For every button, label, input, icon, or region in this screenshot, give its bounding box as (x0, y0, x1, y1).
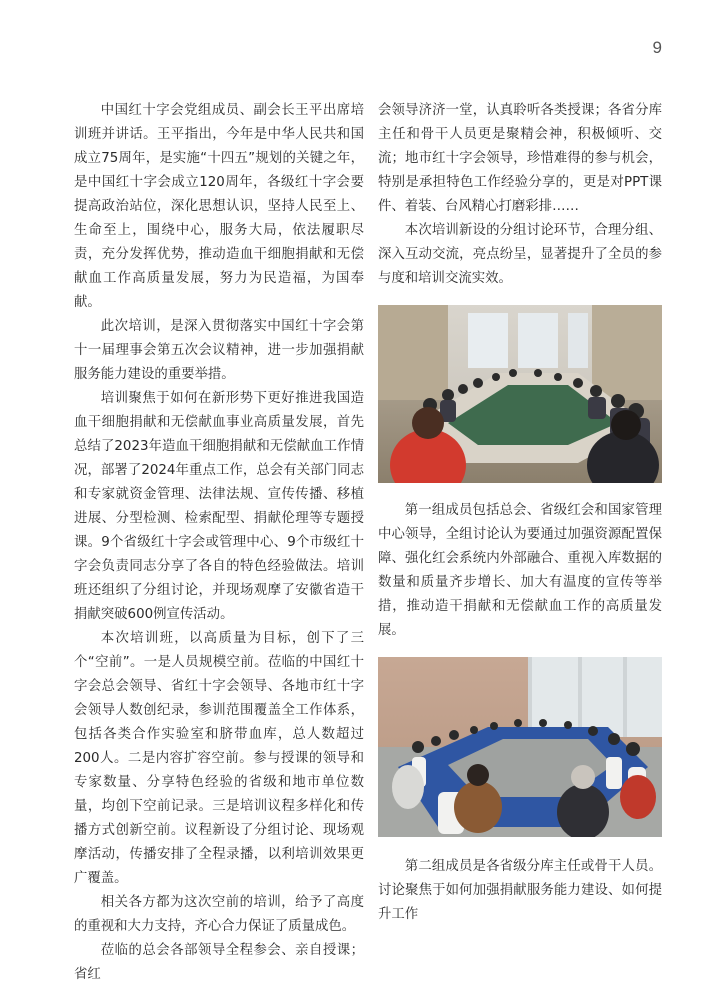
page-number: 9 (652, 38, 663, 57)
paragraph-leaders-continued: 会领导济济一堂，认真聆听各类授课；各省分库主任和骨干人员更是聚精会神，积极倾听、交流；地市红十字会领导，珍惜难得的参与机会，特别是承担特色工作经验分享的，更是对PPT课件、着装、台风精心打磨彩排…… (378, 103, 662, 214)
paragraph-discussion: 本次培训新设的分组讨论环节，合理分组、深入互动交流，亮点纷呈，显著提升了全员的参与度和培训交流实效。 (378, 223, 662, 286)
left-column (74, 99, 364, 987)
photo-group-discussion-2 (378, 657, 662, 837)
paragraph-speech: 中国红十字会党组成员、副会长王平出席培训班并讲话。王平指出，今年是中华人民共和国成立75周年，是实施“十四五”规划的关键之年，是中国红十字会成立120周年，各级红十字会要提高政治站位，深化思想认识，坚持人民至上、生命至上，围绕中心，服务大局，依法履职尽责，充分发挥优势，推动造血干细胞捐献和无偿献血工作高质量发展，努力为民造福，为国奉献。 (74, 103, 364, 310)
paragraph-focus: 培训聚焦于如何在新形势下更好推进我国造血干细胞捐献和无偿献血事业高质量发展，首先总结了2023年造血干细胞捐献和无偿献血工作情况，部署了2024年重点工作，总会有关部门同志和专家就资金管理、法律法规、宣传传播、移植进展、分型检测、检索配型、捐献伦理等专题授课。9个省级红十字会或管理中心、9个市级红十字会负责同志分享了各自的特色经验做法。培训班还组织了分组讨论，并现场观摩了安徽省造干捐献突破600例宣传活动。 (74, 391, 364, 622)
paragraph-significance: 此次培训，是深入贯彻落实中国红十字会第十一届理事会第五次会议精神，进一步加强捐献服务能力建设的重要举措。 (74, 319, 364, 382)
paragraph-group-one: 第一组成员包括总会、省级红会和国家管理中心领导，全组讨论认为要通过加强资源配置保障、强化红会系统内外部融合、重视入库数据的数量和质量齐步增长、加大有温度的宣传等举措，推动造干捐献和无偿献血工作的高质量发展。 (378, 503, 662, 638)
right-column (378, 99, 662, 927)
paragraph-leaders: 莅临的总会各部领导全程参会、亲自授课；省红 (74, 943, 364, 982)
paragraph-three-firsts: 本次培训班，以高质量为目标，创下了三个“空前”。一是人员规模空前。莅临的中国红十字会总会领导、省红十字会领导、各地市红十字会领导人数创纪录，参训范围覆盖全工作体系，包括各类合作实验室和脐带血库，总人数超过200人。二是内容扩容空前。参与授课的领导和专家数量、分享特色经验的省级和地市单位数量，均创下空前记录。三是培训议程多样化和传播方式创新空前。议程新设了分组讨论、现场观摩活动，传播安排了全程录播，以利培训效果更广覆盖。 (74, 631, 364, 886)
meeting-photo-icon (378, 305, 662, 483)
paragraph-support: 相关各方都为这次空前的培训，给予了高度的重视和大力支持，齐心合力保证了质量成色。 (74, 895, 364, 934)
photo-group-discussion-1 (378, 305, 662, 483)
meeting-photo-icon (378, 657, 662, 837)
paragraph-group-two: 第二组成员是各省级分库主任或骨干人员。讨论聚焦于如何加强捐献服务能力建设、如何提升工作 (378, 859, 662, 922)
